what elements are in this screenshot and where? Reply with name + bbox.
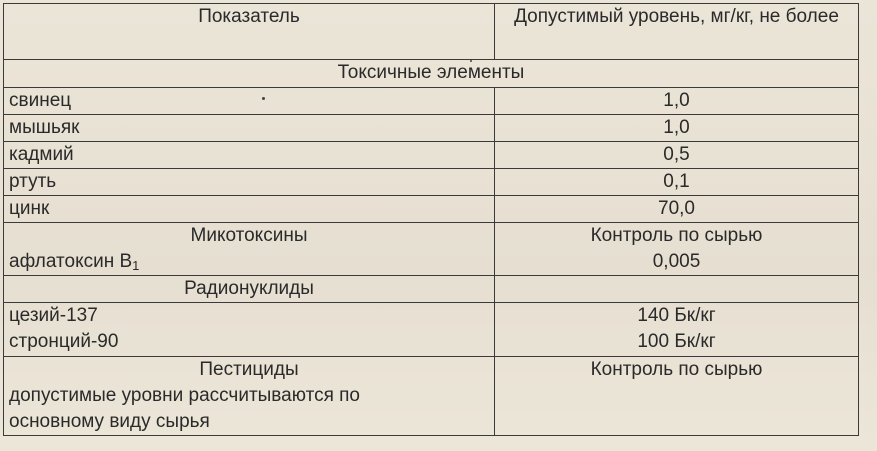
table-row (4, 196, 859, 223)
row-value: 1,0 (495, 88, 859, 115)
section-title-mycotoxins: Микотоксины (190, 225, 308, 246)
limits-table (3, 3, 859, 436)
mycotoxins-cell (4, 223, 495, 276)
pesticides-value-cell (495, 357, 859, 436)
pesticides-note-line-1: допустимые уровни рассчитываются по (9, 385, 360, 406)
row-value: 140 Бк/кг (637, 305, 716, 326)
print-speck (470, 60, 472, 62)
radionuclides-names-cell (4, 303, 495, 357)
radionuclides-rows (4, 303, 859, 357)
row-name: свинец (4, 88, 495, 115)
section-title-radionuclides: Радионуклиды (4, 276, 495, 303)
mycotoxins-value-cell (495, 223, 859, 276)
section-row-radionuclides (4, 276, 859, 303)
section-row-pesticides (4, 357, 859, 436)
header-indicator: Показатель (4, 4, 495, 60)
table-row (4, 169, 859, 196)
row-name: стронций-90 (9, 331, 119, 352)
row-name: цезий-137 (9, 305, 98, 326)
table-row (4, 115, 859, 142)
section-row-toxic (4, 60, 859, 88)
table-row (4, 142, 859, 169)
section-row-mycotoxins (4, 223, 859, 276)
print-speck (262, 97, 265, 100)
section-title-pesticides: Пестициды (199, 359, 299, 380)
row-value: 70,0 (495, 196, 859, 223)
row-value: 0,1 (495, 169, 859, 196)
aflatoxin-label (9, 249, 489, 275)
header-allowed-level: Допустимый уровень, мг/кг, не более (495, 4, 859, 60)
row-name: цинк (4, 196, 495, 223)
mycotoxins-control: Контроль по сырью (590, 225, 763, 246)
row-name: мышьяк (4, 115, 495, 142)
table-row (4, 88, 859, 115)
empty-cell (495, 276, 859, 303)
aflatoxin-subscript: 1 (132, 258, 140, 273)
row-value: 100 Бк/кг (637, 331, 716, 352)
section-title-toxic: Токсичные элементы (4, 60, 859, 88)
aflatoxin-value: 0,005 (652, 251, 701, 272)
row-value: 0,5 (495, 142, 859, 169)
row-value: 1,0 (495, 115, 859, 142)
pesticides-cell (4, 357, 495, 436)
table-header-row (4, 4, 859, 60)
row-name: ртуть (4, 169, 495, 196)
row-name: кадмий (4, 142, 495, 169)
radionuclides-values-cell (495, 303, 859, 357)
pesticides-note-line-2: основному виду сырья (9, 411, 210, 432)
aflatoxin-name: афлатоксин B (9, 251, 133, 272)
pesticides-control: Контроль по сырью (590, 359, 763, 380)
